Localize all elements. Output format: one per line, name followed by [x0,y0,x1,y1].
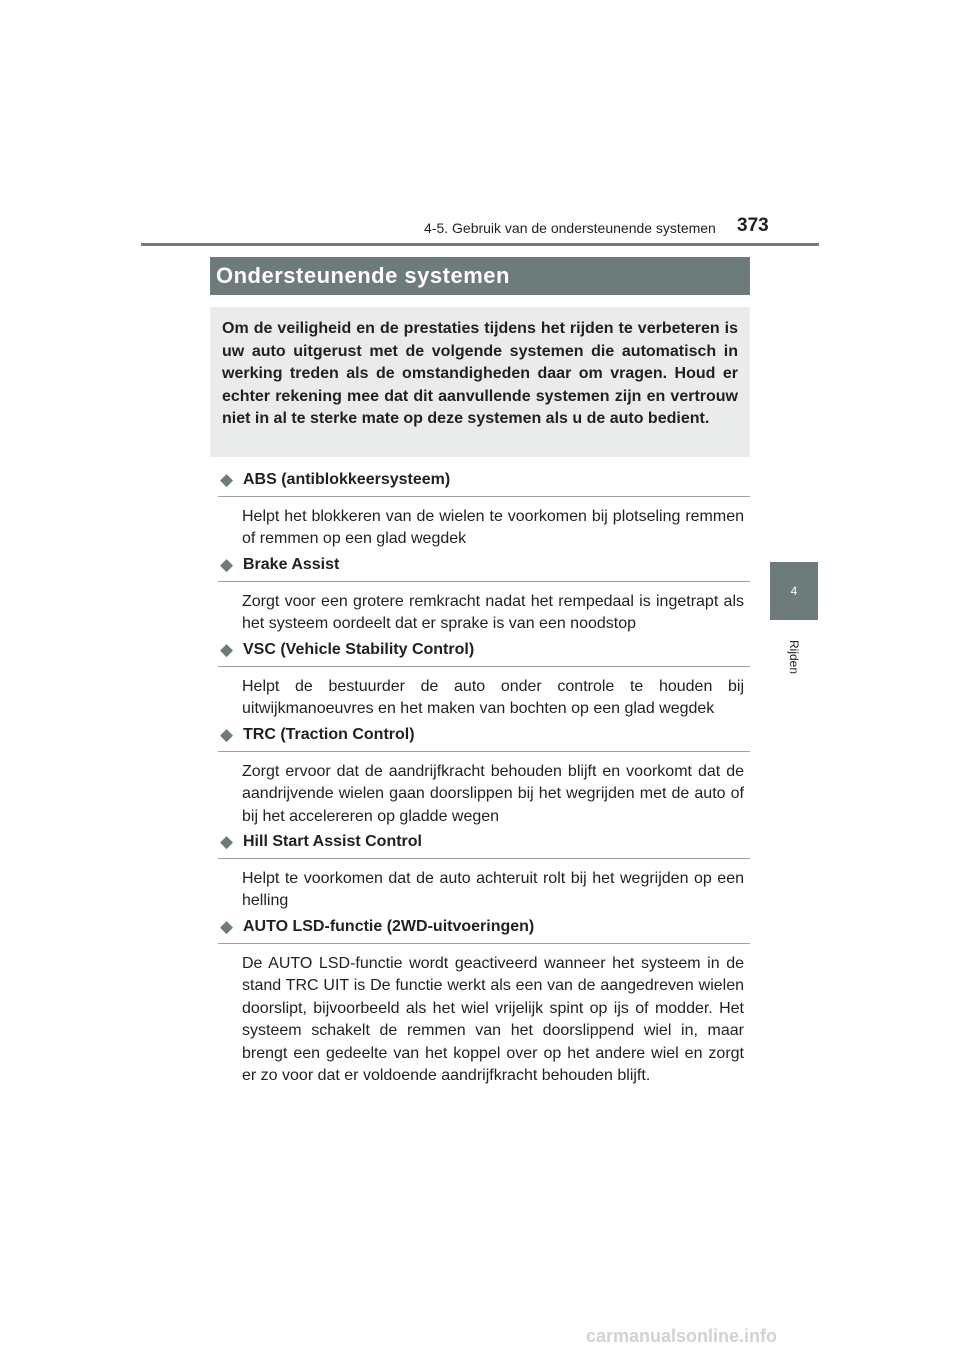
feature-vsc [218,640,750,721]
feature-description: Zorgt ervoor dat de aandrijfkracht behouden blijft en voorkomt dat de aandrijvende wielen gaan doorslippen bij het wegrijden met de auto of bij het accelereren op gladde wegen [242,763,744,825]
feature-title: ABS (antiblokkeersysteem) [243,471,451,488]
feature-heading [218,725,750,752]
diamond-bullet-icon: ◆ [220,640,234,659]
feature-heading [218,832,750,859]
feature-description: Zorgt voor een grotere remkracht nadat het rempedaal is ingetrapt als het systeem oordeelt dat er sprake is van een noodstop [242,593,744,633]
feature-heading [218,640,750,667]
diamond-bullet-icon: ◆ [220,470,234,489]
feature-title: VSC (Vehicle Stability Control) [243,641,475,658]
feature-heading [218,917,750,944]
chapter-tab: 4 [770,562,818,620]
feature-trc [218,725,750,828]
feature-title: Brake Assist [243,556,340,573]
diamond-bullet-icon: ◆ [220,832,234,851]
page-number: 373 [737,215,769,236]
feature-hill-start [218,832,750,913]
diamond-bullet-icon: ◆ [220,725,234,744]
feature-description: Helpt de bestuurder de auto onder controle te houden bij uitwijkmanoeuvres en het maken van bochten op een glad wegdek [242,678,744,718]
header-section-title: 4-5. Gebruik van de ondersteunende systemen [424,220,716,236]
feature-heading [218,470,750,497]
feature-description: Helpt te voorkomen dat de auto achteruit rolt bij het wegrijden op een helling [242,870,744,910]
intro-box [210,307,750,457]
feature-auto-lsd [218,917,750,1087]
intro-text: Om de veiligheid en de prestaties tijdens het rijden te verbeteren is uw auto uitgerust met de volgende systemen die automatisch in werking treden als de omstandigheden daar om vragen. Houd er echter rekening mee dat dit aanvullende systemen zijn en vertrouw niet in al te sterke mate op deze systemen als u de auto bedient. [222,320,738,428]
feature-title: AUTO LSD-functie (2WD-uitvoeringen) [243,918,535,935]
feature-abs [218,470,750,551]
diamond-bullet-icon: ◆ [220,555,234,574]
page-title: Ondersteunende systemen [216,263,510,288]
feature-description: Helpt het blokkeren van de wielen te voorkomen bij plotseling remmen of remmen op een glad wegdek [242,508,744,548]
feature-title: Hill Start Assist Control [243,833,422,850]
feature-title: TRC (Traction Control) [243,726,415,743]
feature-description: De AUTO LSD-functie wordt geactiveerd wanneer het systeem in de stand TRC UIT is De functie werkt als een van de aangedreven wielen doorslipt, bijvoorbeeld als het wiel vrijelijk spint op ijs of modder. Het systeem schakelt de remmen van het doorslippend wiel in, maar brengt een gedeelte van het koppel over op het andere wiel en zorgt er zo voor dat er voldoende aandrijfkracht behouden blijft. [242,955,744,1085]
header-rule [141,243,819,246]
feature-heading [218,555,750,582]
feature-brake-assist [218,555,750,636]
watermark: carmanualsonline.info [586,1326,778,1346]
chapter-label: Rijden [787,639,801,675]
diamond-bullet-icon: ◆ [220,917,234,936]
title-bar [210,257,750,295]
